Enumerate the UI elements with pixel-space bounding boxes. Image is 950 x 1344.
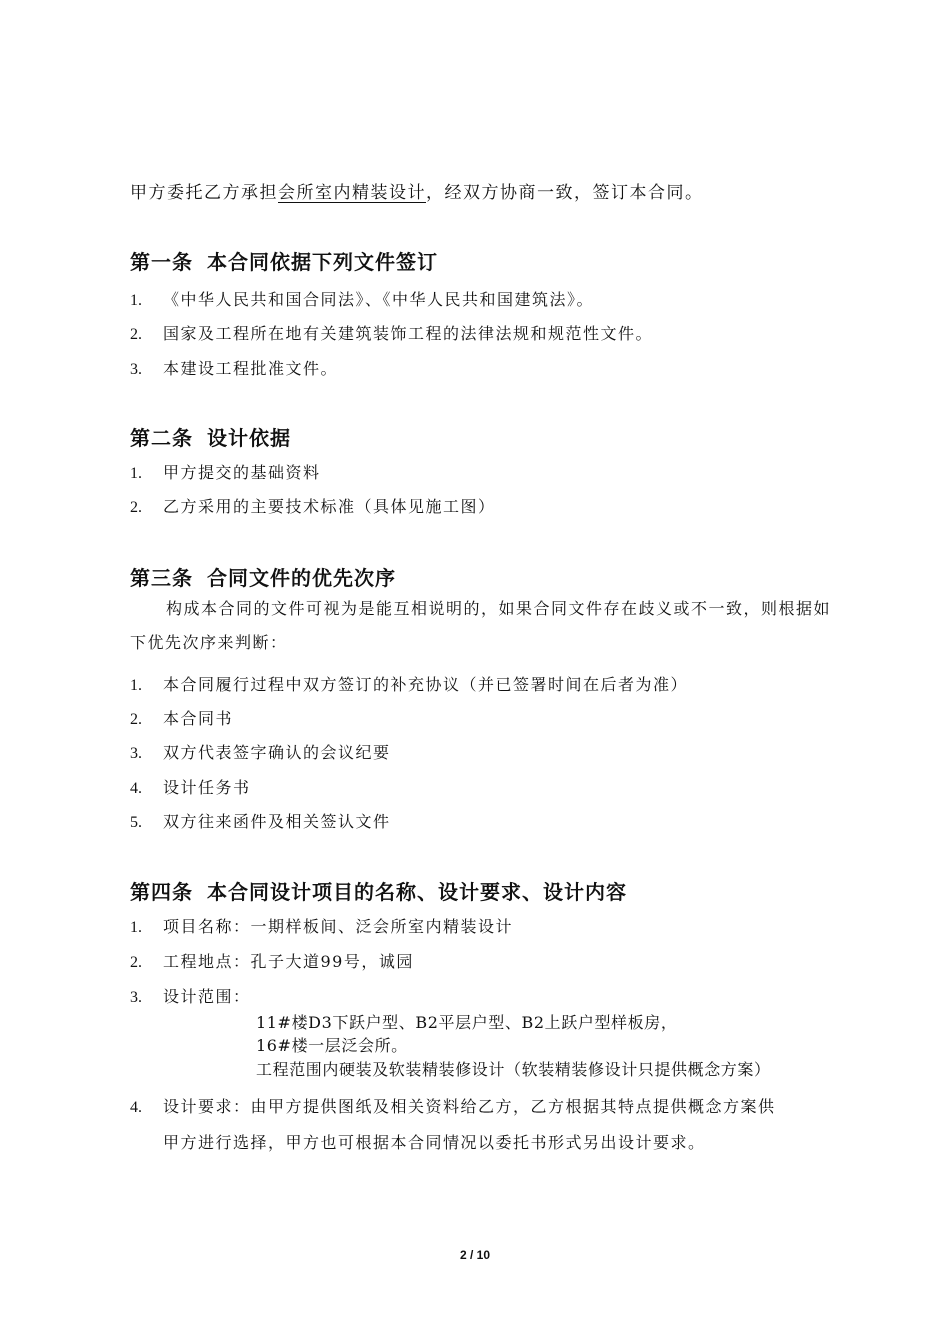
list-text: 本合同履行过程中双方签订的补充协议（并已签署时间在后者为准） — [163, 675, 689, 694]
article-3-heading — [130, 562, 396, 591]
list-text: 乙方采用的主要技术标准（具体见施工图） — [163, 497, 496, 516]
list-item — [130, 914, 513, 937]
list-text: 甲方提交的基础资料 — [163, 463, 321, 482]
list-item — [130, 494, 496, 517]
list-number: 4. — [130, 1099, 142, 1116]
list-number: 2. — [130, 954, 142, 971]
list-text: 本合同书 — [163, 709, 234, 728]
article-1-number: 第一条 — [130, 250, 193, 274]
list-number: 4. — [130, 780, 142, 797]
page-number: 2 / 10 — [459, 1248, 491, 1262]
list-number: 3. — [130, 989, 142, 1006]
list-number: 3. — [130, 745, 142, 762]
intro-before: 甲方委托乙方承担 — [130, 183, 278, 203]
list-item — [130, 672, 688, 695]
article-4-number: 第四条 — [130, 880, 193, 904]
list-text: 双方往来函件及相关签认文件 — [163, 812, 391, 831]
list-text: 国家及工程所在地有关建筑装饰工程的法律法规和规范性文件。 — [163, 324, 654, 343]
list-item — [130, 984, 251, 1007]
scope-line: 16#楼一层泛会所。 — [256, 1036, 408, 1055]
list-item — [130, 706, 233, 729]
list-number: 2. — [130, 499, 142, 516]
list-text: 本建设工程批准文件。 — [163, 359, 339, 378]
list-item — [130, 1094, 776, 1117]
scope-line: 工程范围内硬装及软装精装修设计（软装精装修设计只提供概念方案） — [256, 1060, 771, 1079]
list-text: 设计范围： — [163, 987, 251, 1006]
list-text: 设计要求：由甲方提供图纸及相关资料给乙方，乙方根据其特点提供概念方案供 — [163, 1097, 776, 1116]
article-3-paragraph — [130, 592, 832, 660]
list-text: 双方代表签字确认的会议纪要 — [163, 743, 391, 762]
list-number: 5. — [130, 814, 142, 831]
scope-line: 11#楼D3下跃户型、B2平层户型、B2上跃户型样板房， — [256, 1013, 678, 1032]
article-4-title: 本合同设计项目的名称、设计要求、设计内容 — [207, 880, 627, 904]
list-number: 1. — [130, 292, 142, 309]
article-4-heading — [130, 876, 627, 905]
project-name-underlined: 会所室内精装设计 — [278, 183, 426, 203]
list-item — [130, 287, 594, 310]
intro-after: ，经双方协商一致，签订本合同。 — [426, 183, 704, 203]
article-1-heading — [130, 246, 438, 275]
list-text: 工程地点：孔子大道99号，诚园 — [163, 952, 414, 971]
list-number: 2. — [130, 326, 142, 343]
list-item — [130, 740, 391, 763]
list-text: 《中华人民共和国合同法》、《中华人民共和国建筑法》。 — [163, 290, 595, 309]
article-2-heading — [130, 422, 291, 451]
article-2-title: 设计依据 — [207, 426, 291, 450]
list-item — [130, 460, 321, 483]
list-item — [130, 356, 338, 379]
list-text: 设计任务书 — [163, 778, 251, 797]
article-3-number: 第三条 — [130, 566, 193, 590]
list-number: 1. — [130, 677, 142, 694]
list-number: 3. — [130, 361, 142, 378]
list-number: 1. — [130, 919, 142, 936]
article-1-title: 本合同依据下列文件签订 — [207, 250, 438, 274]
list-item — [130, 321, 653, 344]
paragraph-text: 构成本合同的文件可视为是能互相说明的，如果合同文件存在歧义或不一致，则根据如下优先次序来判断： — [130, 599, 832, 652]
list-text: 项目名称：一期样板间、泛会所室内精装设计 — [163, 917, 514, 936]
article-2-number: 第二条 — [130, 426, 193, 450]
intro-sentence — [130, 178, 704, 203]
list-item — [130, 809, 391, 832]
list-item-continuation: 甲方进行选择，甲方也可根据本合同情况以委托书形式另出设计要求。 — [163, 1133, 706, 1152]
list-item — [130, 775, 251, 798]
list-number: 2. — [130, 711, 142, 728]
article-3-title: 合同文件的优先次序 — [207, 566, 396, 590]
list-number: 1. — [130, 465, 142, 482]
list-item — [130, 949, 414, 972]
